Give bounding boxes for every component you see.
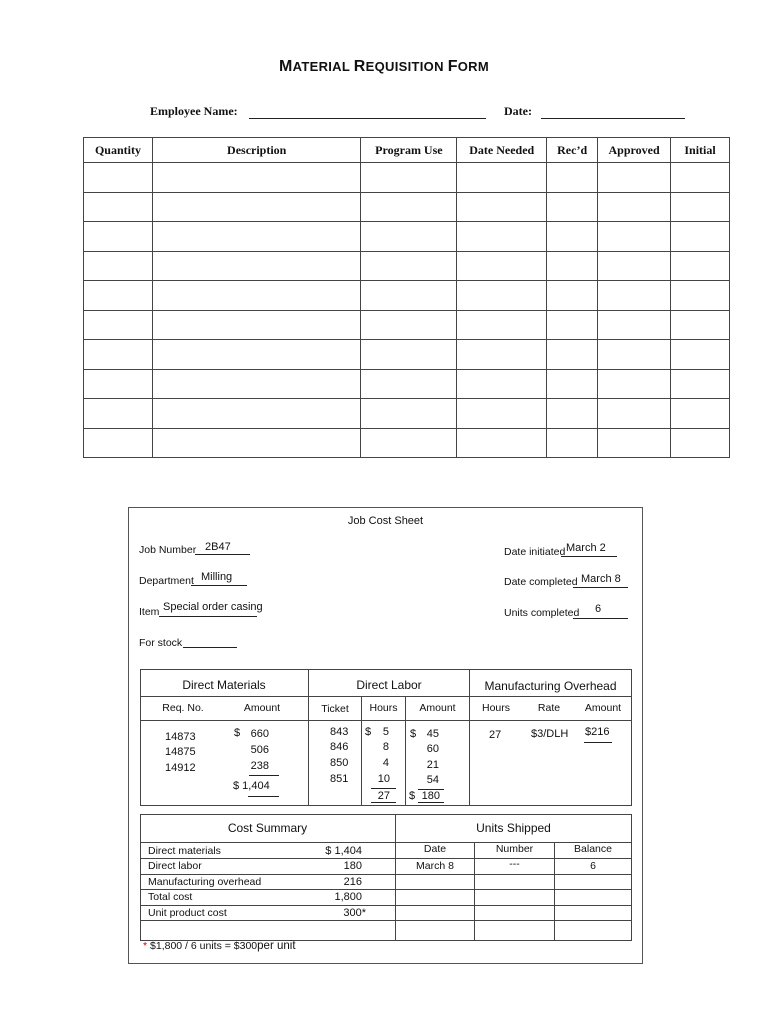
cs-label: Unit product cost xyxy=(148,907,227,919)
requisition-row xyxy=(84,340,730,370)
footnote-text: $1,800 / 6 units = $300 xyxy=(150,940,258,952)
dl-amount: 60 xyxy=(426,743,439,755)
direct-materials-header: Direct Materials xyxy=(182,678,266,692)
date-completed-label: Date completed xyxy=(504,576,578,588)
department-line xyxy=(191,585,247,586)
requisition-cell[interactable] xyxy=(547,281,598,311)
requisition-cell[interactable] xyxy=(671,281,730,311)
requisition-form-title xyxy=(0,58,768,76)
job-number-line xyxy=(195,554,250,555)
requisition-cell[interactable] xyxy=(598,340,671,370)
us-col-balance: Balance xyxy=(574,843,612,855)
requisition-cell[interactable] xyxy=(84,369,153,399)
employee-name-field[interactable] xyxy=(249,118,486,119)
dl-hours: 4 xyxy=(382,757,389,769)
requisition-cell[interactable] xyxy=(152,251,361,281)
requisition-cell[interactable] xyxy=(671,399,730,429)
requisition-cell[interactable] xyxy=(361,222,457,252)
requisition-cell[interactable] xyxy=(547,192,598,222)
dl-hours-sum-line xyxy=(371,788,396,789)
dm-col-amount: Amount xyxy=(243,702,281,714)
date-field[interactable] xyxy=(541,118,685,119)
dm-req-no: 14912 xyxy=(165,762,196,774)
requisition-cell[interactable] xyxy=(598,251,671,281)
job-number-value: 2B47 xyxy=(205,541,231,553)
requisition-cell[interactable] xyxy=(671,428,730,458)
requisition-cell[interactable] xyxy=(361,369,457,399)
requisition-cell[interactable] xyxy=(598,281,671,311)
item-value: Special order casing xyxy=(163,601,263,613)
us-number: --- xyxy=(509,858,520,870)
requisition-cell[interactable] xyxy=(361,310,457,340)
requisition-cell[interactable] xyxy=(361,340,457,370)
dm-total-line xyxy=(248,796,279,797)
requisition-row xyxy=(84,310,730,340)
cs-label: Direct materials xyxy=(148,845,221,857)
requisition-cell[interactable] xyxy=(152,340,361,370)
requisition-cell[interactable] xyxy=(152,163,361,193)
dm-amount: 238 xyxy=(250,760,269,772)
requisition-cell[interactable] xyxy=(457,399,547,429)
col-quantity: Quantity xyxy=(84,138,153,163)
requisition-row xyxy=(84,399,730,429)
divider xyxy=(140,874,395,875)
requisition-cell[interactable] xyxy=(457,310,547,340)
requisition-cell[interactable] xyxy=(84,340,153,370)
employee-name-label: Employee Name: xyxy=(150,104,238,118)
requisition-row xyxy=(84,192,730,222)
us-date: March 8 xyxy=(416,860,454,872)
cs-value: 1,800 xyxy=(334,891,362,903)
dl-amount-total-dollar: $ xyxy=(409,790,416,802)
dl-hours: 8 xyxy=(382,741,389,753)
requisition-cell[interactable] xyxy=(457,222,547,252)
requisition-cell[interactable] xyxy=(598,163,671,193)
divider xyxy=(140,696,631,697)
units-shipped-header: Units Shipped xyxy=(476,821,551,835)
requisition-cell[interactable] xyxy=(152,192,361,222)
dl-col-amount: Amount xyxy=(419,702,456,714)
divider xyxy=(554,842,555,940)
dm-amount: 506 xyxy=(250,744,269,756)
requisition-cell[interactable] xyxy=(84,251,153,281)
department-label: Department xyxy=(139,575,194,587)
item-line xyxy=(159,616,257,617)
date-completed-line xyxy=(573,587,628,588)
oh-hours: 27 xyxy=(489,729,502,741)
requisition-cell[interactable] xyxy=(361,251,457,281)
requisition-cell[interactable] xyxy=(671,369,730,399)
requisition-cell[interactable] xyxy=(84,192,153,222)
col-approved: Approved xyxy=(598,138,671,163)
requisition-cell[interactable] xyxy=(547,428,598,458)
requisition-cell[interactable] xyxy=(457,251,547,281)
requisition-cell[interactable] xyxy=(547,399,598,429)
oh-amount-line xyxy=(584,742,612,743)
footnote-asterisk: * xyxy=(143,940,148,952)
requisition-cell[interactable] xyxy=(84,163,153,193)
dl-ticket: 846 xyxy=(330,741,349,753)
requisition-cell[interactable] xyxy=(457,192,547,222)
dl-col-hours: Hours xyxy=(369,702,398,714)
requisition-row xyxy=(84,163,730,193)
overhead-header: Manufacturing Overhead xyxy=(484,679,617,693)
dl-amount: 54 xyxy=(426,774,439,786)
title-cap-2: R xyxy=(353,58,366,75)
dl-hours-total: 27 xyxy=(377,790,390,802)
dm-amount: 660 xyxy=(250,728,269,740)
cs-label: Total cost xyxy=(148,891,193,903)
requisition-cell[interactable] xyxy=(152,428,361,458)
dl-amount-total-line xyxy=(418,802,444,803)
requisition-table xyxy=(83,137,730,458)
divider xyxy=(395,889,631,890)
oh-col-rate: Rate xyxy=(537,702,561,714)
col-date-needed: Date Needed xyxy=(457,138,547,163)
us-balance: 6 xyxy=(590,860,596,872)
us-col-number: Number xyxy=(495,843,534,855)
divider xyxy=(140,889,395,890)
col-program-use: Program Use xyxy=(361,138,457,163)
requisition-row xyxy=(84,369,730,399)
dl-amount: 45 xyxy=(426,728,439,740)
requisition-cell[interactable] xyxy=(152,222,361,252)
requisition-cell[interactable] xyxy=(84,310,153,340)
dl-hours-total-line xyxy=(371,802,396,803)
dl-hours: 5 xyxy=(382,726,389,738)
requisition-cell[interactable] xyxy=(671,310,730,340)
dl-hours: 10 xyxy=(377,773,390,785)
cs-label: Manufacturing overhead xyxy=(148,876,262,888)
requisition-cell[interactable] xyxy=(457,369,547,399)
for-stock-line xyxy=(183,647,237,648)
requisition-cell[interactable] xyxy=(671,251,730,281)
dl-ticket: 851 xyxy=(330,773,349,785)
dm-dollar-sign: $ xyxy=(234,727,241,739)
title-rest-2: EQUISITION xyxy=(365,59,448,74)
cs-value: 216 xyxy=(343,876,362,888)
cs-value: 300* xyxy=(343,907,366,919)
for-stock-label: For stock xyxy=(139,637,183,649)
direct-labor-header: Direct Labor xyxy=(356,678,422,692)
dl-ticket: 850 xyxy=(330,757,349,769)
requisition-cell[interactable] xyxy=(598,192,671,222)
divider xyxy=(395,905,631,906)
requisition-cell[interactable] xyxy=(361,399,457,429)
oh-col-hours: Hours xyxy=(481,702,510,714)
title-rest-1: ATERIAL xyxy=(292,59,354,74)
department-value: Milling xyxy=(201,571,233,583)
dl-col-ticket: Ticket xyxy=(321,703,349,715)
requisition-cell[interactable] xyxy=(152,369,361,399)
requisition-cell[interactable] xyxy=(361,428,457,458)
units-completed-label: Units completed xyxy=(504,607,580,619)
dl-dollar-sign: $ xyxy=(365,726,372,738)
requisition-cell[interactable] xyxy=(84,281,153,311)
divider xyxy=(140,905,395,906)
cs-label: Direct labor xyxy=(148,860,202,872)
us-col-date: Date xyxy=(423,843,447,855)
requisition-cell[interactable] xyxy=(598,399,671,429)
col-initial: Initial xyxy=(671,138,730,163)
dm-total: $ 1,404 xyxy=(233,780,270,792)
dl-ticket: 843 xyxy=(330,726,349,738)
cost-summary-header: Cost Summary xyxy=(227,821,308,835)
dl-amount: 21 xyxy=(426,759,439,771)
requisition-cell[interactable] xyxy=(671,340,730,370)
requisition-cell[interactable] xyxy=(152,399,361,429)
requisition-cell[interactable] xyxy=(598,222,671,252)
requisition-row xyxy=(84,251,730,281)
requisition-row xyxy=(84,222,730,252)
requisition-cell[interactable] xyxy=(84,428,153,458)
requisition-cell[interactable] xyxy=(598,369,671,399)
divider xyxy=(474,842,475,940)
requisition-cell[interactable] xyxy=(671,222,730,252)
requisition-cell[interactable] xyxy=(457,281,547,311)
requisition-cell[interactable] xyxy=(671,192,730,222)
requisition-cell[interactable] xyxy=(598,310,671,340)
requisition-cell[interactable] xyxy=(152,281,361,311)
date-completed-value: March 8 xyxy=(581,573,621,585)
requisition-cell[interactable] xyxy=(547,222,598,252)
requisition-row xyxy=(84,428,730,458)
date-label: Date: xyxy=(504,104,532,118)
job-cost-sheet-title: Job Cost Sheet xyxy=(347,515,424,527)
requisition-cell[interactable] xyxy=(547,369,598,399)
requisition-cell[interactable] xyxy=(84,399,153,429)
date-initiated-value: March 2 xyxy=(566,542,606,554)
dm-req-no: 14875 xyxy=(165,746,196,758)
item-label: Item xyxy=(139,606,160,618)
requisition-row xyxy=(84,281,730,311)
divider xyxy=(395,920,631,921)
dm-sum-line xyxy=(249,775,279,776)
date-initiated-label: Date initiated xyxy=(504,546,566,558)
divider xyxy=(395,874,631,875)
requisition-header-row xyxy=(84,138,730,163)
oh-rate: $3/DLH xyxy=(531,728,569,740)
dl-amount-dollar-sign: $ xyxy=(410,728,417,740)
title-rest-3: ORM xyxy=(457,59,489,74)
job-cost-sheet xyxy=(128,507,643,964)
cs-value: $ 1,404 xyxy=(325,845,362,857)
title-cap-1: M xyxy=(279,58,293,75)
requisition-cell[interactable] xyxy=(152,310,361,340)
requisition-cell[interactable] xyxy=(547,163,598,193)
dm-col-req: Req. No. xyxy=(162,702,204,714)
oh-amount: $216 xyxy=(585,726,610,738)
requisition-cell[interactable] xyxy=(547,340,598,370)
dl-amount-total: 180 xyxy=(421,790,440,802)
divider xyxy=(140,920,395,921)
requisition-cell[interactable] xyxy=(598,428,671,458)
requisition-cell[interactable] xyxy=(457,340,547,370)
oh-col-amount: Amount xyxy=(584,702,622,714)
title-cap-3: F xyxy=(447,58,458,75)
col-description: Description xyxy=(152,138,361,163)
col-recd: Rec’d xyxy=(547,138,598,163)
requisition-cell[interactable] xyxy=(547,251,598,281)
date-initiated-line xyxy=(561,556,617,557)
requisition-cell[interactable] xyxy=(361,163,457,193)
requisition-cell[interactable] xyxy=(84,222,153,252)
cs-value: 180 xyxy=(343,860,362,872)
requisition-cell[interactable] xyxy=(361,192,457,222)
units-completed-line xyxy=(573,618,628,619)
requisition-cell[interactable] xyxy=(457,163,547,193)
requisition-cell[interactable] xyxy=(547,310,598,340)
divider xyxy=(140,858,395,859)
requisition-cell[interactable] xyxy=(457,428,547,458)
requisition-cell[interactable] xyxy=(671,163,730,193)
requisition-cell[interactable] xyxy=(361,281,457,311)
units-completed-value: 6 xyxy=(595,603,602,615)
dm-req-no: 14873 xyxy=(165,731,196,743)
divider xyxy=(140,720,631,721)
footnote xyxy=(143,940,296,952)
footnote-handwritten: per unit xyxy=(257,940,296,952)
job-number-label: Job Number xyxy=(139,544,197,556)
